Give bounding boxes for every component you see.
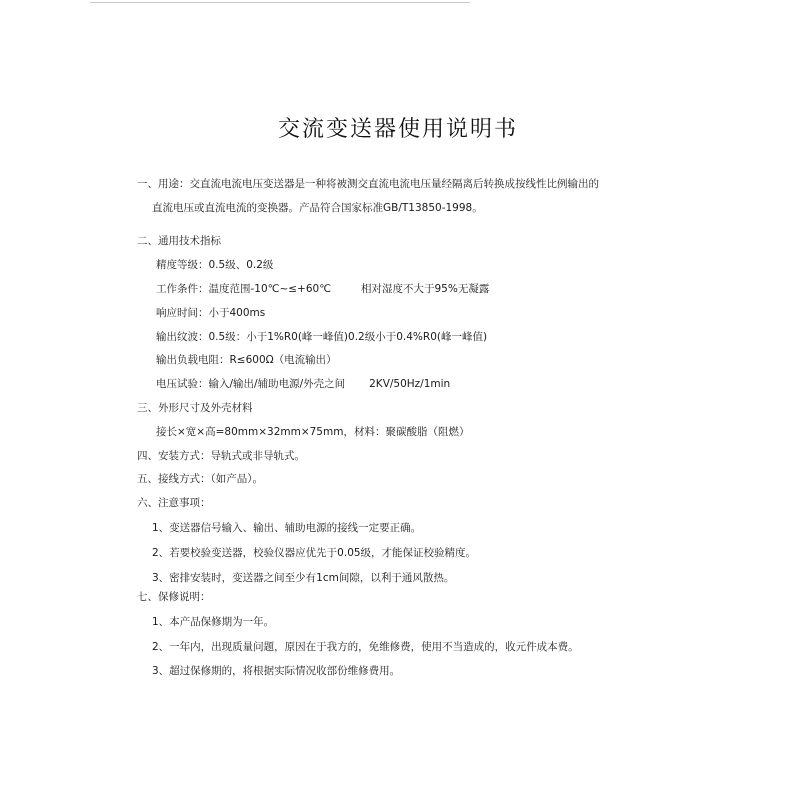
spec-voltage-test-label: 电压试验：输入/输出/辅助电源/外壳之间 bbox=[156, 378, 346, 390]
dimensions-material: 接长×宽×高=80mm×32mm×75mm，材料：聚碳酸脂（阻燃） bbox=[156, 426, 470, 438]
spec-response-time: 响应时间：小于400ms bbox=[156, 307, 266, 319]
spec-conditions-temperature: 工作条件：温度范围-10℃~≤+60℃ bbox=[156, 283, 331, 295]
notice-item-2: 2、若要校验变送器，校验仪器应优先于0.05级，才能保证校验精度。 bbox=[152, 547, 477, 559]
warranty-item-3: 3、超过保修期的，将根据实际情况收部份维修费用。 bbox=[152, 665, 401, 677]
warranty-item-2: 2、一年内，出现质量问题，原因在于我方的，免维修费，使用不当造成的，收元件成本费。 bbox=[152, 641, 579, 653]
spec-conditions bbox=[156, 282, 489, 296]
section1-line2: 直流电压或直流电流的变换器。产品符合国家标准GB/T13850-1998。 bbox=[152, 202, 483, 214]
spec-output-load: 输出负载电阻：R≤600Ω（电流输出） bbox=[156, 354, 337, 366]
spec-voltage-test bbox=[156, 377, 450, 391]
notice-item-3: 3、密排安装时，变送器之间至少有1cm间隙，以利于通风散热。 bbox=[152, 572, 455, 584]
section7-heading: 七、保修说明： bbox=[137, 591, 211, 603]
section1-line1: 一、用途：交直流电流电压变送器是一种将被测交直流电流电压量经隔离后转换成按线性比例输出的 bbox=[137, 178, 599, 190]
warranty-item-1: 1、本产品保修期为一年。 bbox=[152, 616, 275, 628]
spec-conditions-humidity: 相对湿度不大于95%无凝露 bbox=[361, 283, 490, 295]
spec-output-ripple: 输出纹波：0.5级：小于1%R0(峰一峰值)0.2级小于0.4%R0(峰一峰值) bbox=[156, 331, 488, 343]
section6-heading: 六、注意事项： bbox=[137, 497, 211, 509]
section2-heading: 二、通用技术指标 bbox=[137, 235, 221, 247]
section3-heading: 三、外形尺寸及外壳材料 bbox=[137, 402, 253, 414]
document-title: 交流变送器使用说明书 bbox=[277, 117, 518, 142]
section4-installation: 四、安装方式：导轨式或非导轨式。 bbox=[137, 450, 305, 462]
notice-item-1: 1、变送器信号输入、输出、辅助电源的接线一定要正确。 bbox=[152, 522, 422, 534]
spec-voltage-test-value: 2KV/50Hz/1min bbox=[369, 378, 451, 390]
scan-edge-line bbox=[90, 2, 470, 3]
section5-wiring: 五、接线方式：（如产品）。 bbox=[137, 473, 263, 485]
spec-accuracy: 精度等级：0.5级、0.2级 bbox=[156, 259, 274, 271]
